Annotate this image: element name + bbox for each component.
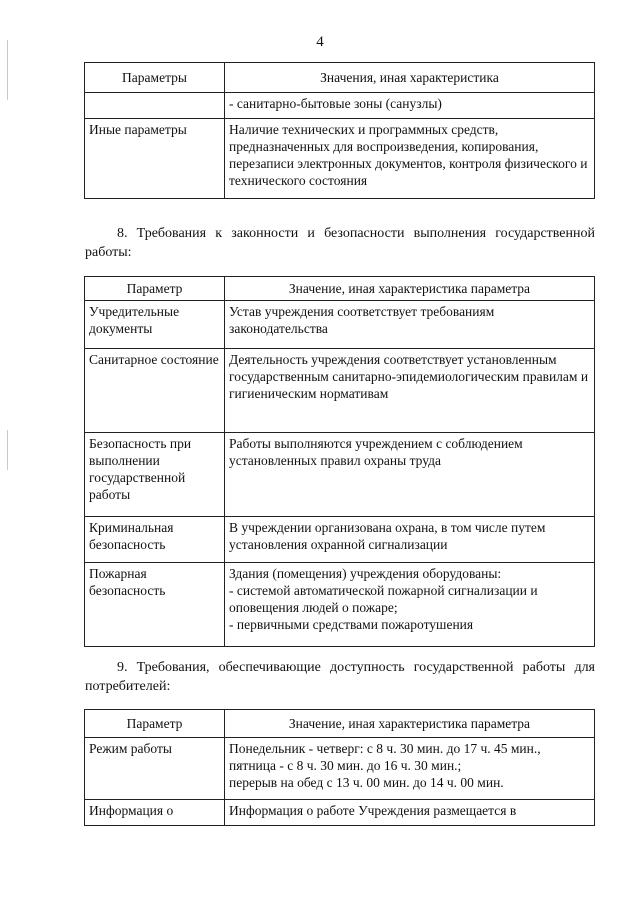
header-cell: Параметры xyxy=(85,63,225,93)
value-cell: - санитарно-бытовые зоны (санузлы) xyxy=(225,93,595,119)
param-cell: Информация о xyxy=(85,800,225,826)
param-cell: Пожарная безопасность xyxy=(85,563,225,647)
page-number: 4 xyxy=(316,34,324,50)
table-row xyxy=(85,433,595,517)
table-header-row xyxy=(85,277,595,301)
header-cell: Параметр xyxy=(85,277,225,301)
param-cell: Иные параметры xyxy=(85,119,225,199)
param-cell xyxy=(85,93,225,119)
param-cell: Криминальная безопасность xyxy=(85,517,225,563)
value-cell: Информация о работе Учреждения размещается в xyxy=(225,800,595,826)
value-cell: Деятельность учреждения соответствует установленным государственным санитарно-эпидемиологическим правилам и гигиеническим нормативам xyxy=(225,349,595,433)
value-cell: Устав учреждения соответствует требованиям законодательства xyxy=(225,301,595,349)
table-row xyxy=(85,738,595,800)
scan-edge-mark xyxy=(7,430,8,470)
value-cell: Наличие технических и программных средств, предназначенных для воспроизведения, копирования, перезаписи электронных документов, контроля физического и технического состояния xyxy=(225,119,595,199)
table-row xyxy=(85,517,595,563)
table-row xyxy=(85,93,595,119)
header-cell: Значение, иная характеристика параметра xyxy=(225,710,595,738)
section-8-heading: 8. Требования к законности и безопасности выполнения государственной работы: xyxy=(85,226,595,260)
table-row xyxy=(85,800,595,826)
header-cell: Значение, иная характеристика параметра xyxy=(225,277,595,301)
param-cell: Учредительные документы xyxy=(85,301,225,349)
value-cell: Понедельник - четверг: с 8 ч. 30 мин. до 17 ч. 45 мин., пятница - с 8 ч. 30 мин. до 16 ч. 30 мин.; перерыв на обед с 13 ч. 00 мин. до 14 ч. 00 мин. xyxy=(225,738,595,800)
legality-safety-table xyxy=(84,276,595,647)
param-cell: Санитарное состояние xyxy=(85,349,225,433)
table-row xyxy=(85,563,595,647)
value-cell: В учреждении организована охрана, в том числе путем установления охранной сигнализации xyxy=(225,517,595,563)
table-header-row xyxy=(85,63,595,93)
table-header-row xyxy=(85,710,595,738)
table-row xyxy=(85,349,595,433)
section-9-heading: 9. Требования, обеспечивающие доступность государственной работы для потребителей: xyxy=(85,660,595,694)
parameters-table-continued xyxy=(84,62,595,199)
value-cell: Работы выполняются учреждением с соблюдением установленных правил охраны труда xyxy=(225,433,595,517)
table-row xyxy=(85,119,595,199)
param-cell: Режим работы xyxy=(85,738,225,800)
value-cell: Здания (помещения) учреждения оборудованы: - системой автоматической пожарной сигнализации и оповещения людей о пожаре; - первичными средствами пожаротушения xyxy=(225,563,595,647)
accessibility-table xyxy=(84,709,595,826)
table-row xyxy=(85,301,595,349)
header-cell: Значения, иная характеристика xyxy=(225,63,595,93)
header-cell: Параметр xyxy=(85,710,225,738)
param-cell: Безопасность при выполнении государственной работы xyxy=(85,433,225,517)
